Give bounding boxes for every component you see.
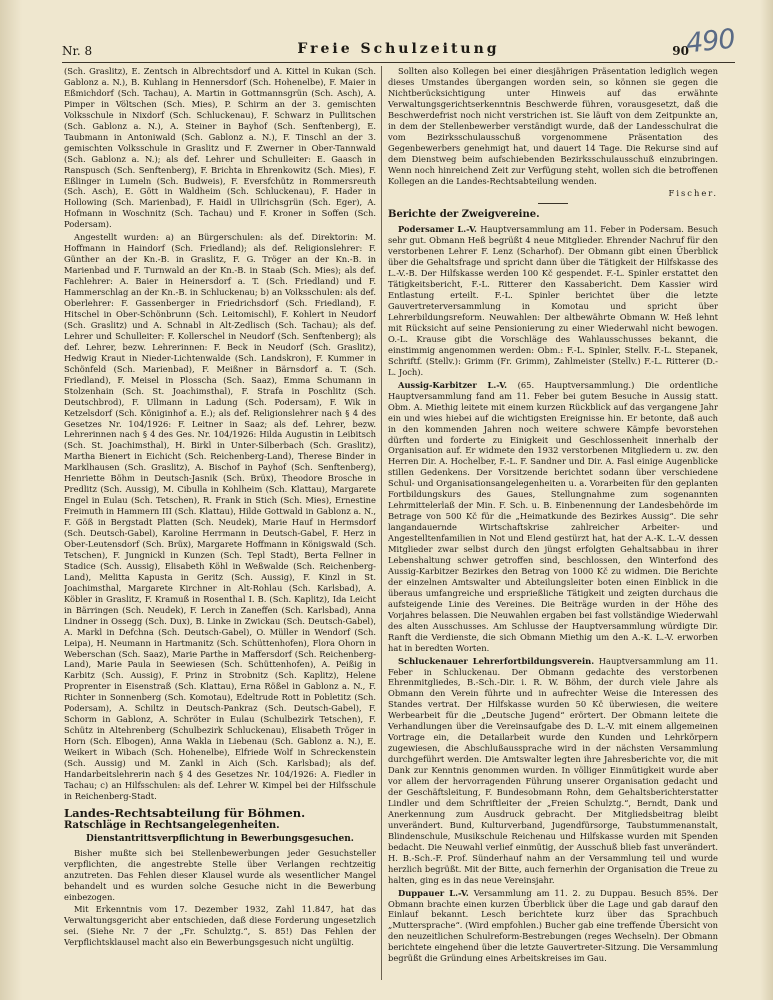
report-schluckenau [388, 656, 718, 886]
report-aussig-text: (65. Hauptversammlung.) Die ordentliche Hauptversammlung fand am 11. Feber bei gutem Besuche in Aussig statt. Obm. A. Miethig leitete mit einem kurzen Rückblick auf das vergangene Jahr ein und wies hiebei auf die wichtigsten Ereignisse hin. Er betonte, daß auch in den kommenden Jahren noch weitere schwere Kämpfe bevorstehen dürften und forderte zu Einigkeit und Geschlossenheit innerhalb der Organisation auf. Er widmete den 1932 verstorbenen Mitgliedern u. zw. den Herren Dir. A. Hochelber, F.-L. F. Sandner und Dir. A. Fasl einige Augenblicke stillen Gedenkens. Der Vorsitzende berichtet sodann über verschiedene Schul- und Organisationsangelegenheiten u. a. Vorarbeiten für den geplanten Fortbildungskurs des Gaues, Stellungnahme zum sogenannten Lehrmittelerlaß der Min. F. Sch. u. B. Einbenennung der Landesbehörde im Betrage von 500 Kč für die „Heimatkunde des Bezirkes Aussig“. Die sehr langandauernde Wirtschaftskrise zahlreicher Arbeiter- und Angestelltenfamilien in Not und Elend gestürzt hat, hat der A.-K. L.-V. dessen Mitglieder zwar selbst durch den jüngst erfolgten Gehaltsabbau in ihrer Lebenshaltung schwer getroffen sind, beschlossen, den Winterfond des Aussig-Karbitzer Bezirkes den Betrag von 1000 Kč zu widmen. Die Berichte der einzelnen Amtswalter und Abteilungsleiter boten einen Einblick in die überaus umfangreiche und ersprießliche Tätigkeit und zeigten durchaus die aufsteigende Linie des Vereines. Die Beiträge wurden in der Höhe des Vorjahres belassen. Die Neuwahlen ergaben bei fast vollständige Wiederwahl des alten Ausschusses. Am Schlusse der Hauptversammlung würdigte Dir. Ranft die Verdienste, die sich Obmann Miethig um den A.-K. L.-V. erworben hat in beredten Worten. [388, 379, 718, 653]
report-duppau-text: Versammlung am 11. 2. zu Duppau. Besuch 85%. Der Obmann brachte einen kurzen Überblick über die Lage und gab darauf den Einlauf bekannt. Lesch berichtete kurz über das Sprachbuch „Muttersprache“. (Wird empfohlen.) Bucher gab eine treffende Übersicht von den neuzeitlichen Schulreform-Bestrebungen (reges Wechseln). Der Obmann berichtete eingehend über die letzte Gauvertreter-Sitzung. Die Versammlung begrüßt die Gründung eines Arbeitskreises im Gau. [388, 887, 718, 964]
column-divider [381, 66, 382, 980]
article-paragraph-1: Bisher mußte sich bei Stellenbewerbungen jeder Gesuchsteller verpflichten, die angestrebte Stelle über Verlangen rechtzeitig anzutreten. Das Fehlen dieser Klausel wurde als wesentlicher Mangel behandelt und es wurden solche Gesuche nicht in die Bewerbung einbezogen. [64, 847, 376, 902]
author-signature: Fischer. [668, 188, 718, 199]
page-header [62, 23, 737, 63]
handwritten-page-stamp: 490 [684, 23, 737, 60]
page-number: 90 [672, 44, 689, 58]
issue-number: Nr. 8 [62, 44, 93, 58]
branch-reports-title: Berichte der Zweigvereine. [388, 209, 540, 221]
appointments-text: Angestellt wurden: a) an Bürgerschulen: als def. Direktorin: M. Hoffmann in Haindorf (Sch. Friedland); als def. Religionslehrer: F. Günther an der Kn.-B. in Graslitz, F. G. Tröger an der Kn.-B. in Marienbad und F. Turnwald an der Kn.-B. in Staab (Sch. Mies); als def. Fachlehrer: A. Baier in Heinersdorf a. T. (Sch. Friedland) und F. Hammerschlag an der Kn.-B. in Schluckenau; b) an Volksschulen: als def. Oberlehrer: F. Gassenberger in Friedrichsdorf (Sch. Friedland), F. Hitschel in Ober-Schönbrunn (Sch. Leitomischl), F. Kohlert in Neudorf (Sch. Graslitz) und A. Schnabl in Alt-Zedlisch (Sch. Tachau); als def. Lehrer und Schulleiter: F. Kollerschel in Neudorf (Sch. Senftenberg); als def. Lehrer, bezw. Lehrerinnen: F. Beck in Neudorf (Sch. Graslitz), Hedwig Kraut in Nieder-Lichtenwalde (Sch. Landskron), F. Kummer in Schönfeld (Sch. Marienbad), F. Meißner in Bärnsdorf a. T. (Sch. Friedland), F. Meisel in Plosscha (Sch. Saaz), Emma Schumann in Stolzenhain (Sch. St. Joachimsthal), F. Strafa in Poschlitz (Sch. Deutschbrod), F. Ullmann in Ladung (Sch. Podersam), F. Wik in Ketzelsdorf (Sch. Königinhof a. E.); als def. Religionslehrer nach § 4 des Gesetzes Nr. 104/1926: F. Leitner in Saaz; als def. Lehrer, bezw. Lehrerinnen nach § 4 des Ges. Nr. 104/1926: Hilda Augustin in Leibitsch (Sch. St. Joachimsthal), H. Birkl in Unter-Silberbach (Sch. Graslitz), Martha Bienert in Eichicht (Sch. Reichenberg-Land), Therese Binder in Marklhausen (Sch. Graslitz), A. Bischof in Payhof (Sch. Senftenberg), Henriette Böhm in Deutsch-Jasnik (Sch. Brüx), Theodore Brosche in Predlitz (Sch. Aussig), M. Cibulla in Kohlheim (Sch. Klattau), Margarete Engel in Eulau (Sch. Tetschen), R. Frank in Stich (Sch. Mies), Ernestine Freimuth in Hammern III (Sch. Klattau), Hilde Gottwald in Gablonz a. N., F. Göß in Bergstadt Platten (Sch. Neudek), Marie Hauf in Hermsdorf (Sch. Deutsch-Gabel), Karoline Herrmann in Deutsch-Gabel, F. Herz in Ober-Leutensdorf (Sch. Brüx), Margarete Hoffmann in Königswald (Sch. Tetschen), F. Jungnickl in Kunzen (Sch. Tepl Stadt), Berta Fellner in Stadice (Sch. Aussig), Elisabeth Köhl in Weßwalde (Sch. Reichenberg-Land), Melitta Kapusta in Geritz (Sch. Aussig), F. Kinzl in St. Joachimsthal, Margarete Kirchner in Alt-Rohlau (Sch. Karlsbad), A. Köbler in Graslitz, F. Kramuß in Rosenthal I. B. (Sch. Kaplitz), Ida Leicht in Bärringen (Sch. Neudek), F. Lerch in Zaneffen (Sch. Karlsbad), Anna Lindner in Ossegg (Sch. Dux), B. Linke in Zwickau (Sch. Deutsch-Gabel), A. Markl in Defchna (Sch. Deutsch-Gabel), O. Müller in Wendorf (Sch. Leipa), H. Neumann in Hartmanitz (Sch. Schüttenhofen), Flora Ohorn in Weberschan (Sch. Saaz), Marie Parthe in Maffersdorf (Sch. Reichenberg-Land), Marie Paula in Seewiesen (Sch. Schüttenhofen), A. Peißig in Karbitz (Sch. Aussig), F. Prinz in Strobnitz (Sch. Kaplitz), Helene Proprenter in Eisenstraß (Sch. Klattau), Erna Rößel in Gablonz a. N., F. Richter in Sonnenberg (Sch. Komotau), Edeltrude Rott in Pobletitz (Sch. Podersam), A. Schiltz in Deutsch-Pankraz (Sch. Deutsch-Gabel), F. Schorm in Gablonz, A. Schröter in Eulau (Schulbezirk Tetschen), F. Schütz in Altehrenberg (Schulbezirk Schluckenau), Elisabeth Tröger in Horn (Sch. Elbogen), Anna Wakla in Liebenau (Sch. Gablonz a. N.), E. Weikert in Wibach (Sch. Hohenelbe), Elfriede Wolf in Schreckenstein (Sch. Aussig) und M. Zankl in Aich (Sch. Karlsbad); als def. Handarbeitslehrerin nach § 4 des Gesetzes Nr. 104/1926: A. Fiedler in Tachau; c) an Hilfsschulen: als def. Lehrer W. Kimpel bei der Hilfsschule in Reichenberg-Stadt. [64, 232, 376, 801]
report-schluckenau-head: Schluckenauer Lehrerfortbildungsverein. [398, 655, 595, 666]
report-podersam [388, 224, 718, 377]
article-paragraph-2: Mit Erkenntnis vom 17. Dezember 1932, Zahl 11.847, hat das Verwaltungsgericht aber entschieden, daß diese Forderung ungesetzlich sei. (Siehe Nr. 7 der „Fr. Schulztg.“, S. 85!) Das Fehlen der Verpflichtsklausel macht also ein Bewerbungsgesuch nicht ungültig. [64, 904, 376, 948]
report-aussig-head: Aussig-Karbitzer L.-V. [398, 379, 508, 390]
report-podersam-text: Hauptversammlung am 11. Feber in Podersam. Besuch sehr gut. Obmann Heß begrüßt 4 neue Mitglieder. Ehrender Nachruf für den verstorbenen Lehrer F. Lenz (Scharhof). Der Obmann gibt einen Überblick über die Gehaltsfrage und spricht dann über die Tätigkeit der Hilfskasse des L.-V.-B. Der Hilfskasse werden 100 Kč gespendet. F.-L. Spinler erstattet den Tätigkeitsbericht, F.-L. Ritterer den Kassabericht. Dem Kassier wird Entlastung erteilt. F.-L. Spinler berichtet über die letzte Gauvertreterversammlung in Komotau und spricht über Lehrerbildungsreform. Neuwahlen: Der altbewährte Obmann W. Heß lehnt mit Rücksicht auf seine Pensionierung zu einer Wiederwahl nicht bewogen. O.-L. Krause gibt die Vorschläge des Wahlausschusses bekannt, die einstimmig angenommen werden: Obm.: F.-L. Spinler, Stellv. F.-L. Stepanek, Schriftf. (Stellv.): Grimm (Fr. Grimm), Zahlmeister (Stellv.) F.-L. Ritterer (D.-L. Joch). [388, 224, 718, 377]
article-title: Dienstantrittsverpflichtung in Bewerbungsgesuchen. [86, 833, 354, 844]
section-title: Landes-Rechtsabteilung für Böhmen. [64, 805, 306, 820]
section-subtitle: Ratschläge in Rechtsangelegenheiten. [64, 819, 280, 831]
left-column [64, 66, 376, 988]
separator-rule [538, 203, 568, 204]
report-schluckenau-text: Hauptversammlung am 11. Feber in Schluckenau. Der Obmann gedachte des verstorbenen Ehrenmitgliedes, B.-Sch.-Dir. i. R. W. Böhm, der durch viele Jahre als Obmann den Verein führte und in aufrechter Weise die Interessen des Standes vertrat. Der Hilfskasse wurden 50 Kč überwiesen, die weitere Werbearbeit für die „Deutsche Jugend“ erörtert. Der Obmann leitete die Verhandlungen über die Vereinsaufgabe des D. L.-V. mit einem allgemeinen Vortrage ein, die Detailarbeit wurde den Kunden und Lehrkörpern zugewiesen, die Abschlußaussprache wird in der nächsten Versammlung durchgeführt werden. Die Amtswalter legten ihre Jahresberichte vor, die mit Dank zur Kenntnis genommen wurden. In völliger Einmütigkeit wurde aber vor allem der hervorragenden Führung unserer Organisation gedacht und der Geschäftsleitung, F. Bundesobmann Rohn, dem Gehaltsberichterstatter Lindler und dem Schriftleiter der „Freien Schulztg.“, Berndt, Dank und Anerkennung zum Ausdruck gebracht. Der Mitgliedsbeitrag bleibt unverändert. Bund, Kulturverband, Jugendfürsorge, Taubstummenanstalt, Blindenschule, Musikschule Reichenau und Hilfskasse wurden mit Spenden bedacht. Die Neuwahl verlief einmütig, der Ausschuß blieb fast unverändert. H. B.-Sch.-F. Prof. Sünderhauf nahm an der Versammlung teil und wurde herzlich begrüßt. Mit der Bitte, auch fernerhin der Organisation die Treue zu halten, ging es in das neue Vereinsjahr. [388, 655, 718, 885]
report-duppau [388, 888, 718, 965]
report-duppau-head: Duppauer L.-V. [398, 887, 469, 898]
report-podersam-head: Podersamer L.-V. [398, 224, 477, 235]
report-aussig [388, 380, 718, 654]
publication-title: Freie Schulzeitung [297, 41, 500, 57]
right-column [388, 66, 718, 988]
left-intro-text: (Sch. Graslitz), E. Zentsch in Albrechtsdorf und A. Kittel in Kukan (Sch. Gablonz a. N.), B. Kuhlang in Hennersdorf (Sch. Hohenelbe), F. Maier in Eßmichdorf (Sch. Tachau), A. Martin in Gottmannsgrün (Sch. Asch), A. Pimper in Völtschen (Sch. Mies), P. Schirm an der 3. gemischten Volksschule in Nixdorf (Sch. Schluckenau), F. Schwarz in Pullitschen (Sch. Gablonz a. N.), A. Steiner in Bayhof (Sch. Senftenberg), E. Taubmann in Antoniwald (Sch. Gablonz a. N.), F. Tinschl an der 3. gemischten Volksschule in Graslitz und F. Zwerner in Ober-Tannwald (Sch. Gablonz a. N.); als def. Lehrer und Schulleiter: E. Gaasch in Ranspusch (Sch. Senftenberg), F. Brichta in Ehrenkowitz (Sch. Mies), F. Eßlinger in Lumeln (Sch. Budweis), F. Eversfchütz in Rommersreuth (Sch. Asch), E. Gött in Waldheim (Sch. Schluckenau), F. Hader in Hollowing (Sch. Marienbad), F. Haidl in Ullrichsgrün (Sch. Eger), A. Hofmann in Woschnitz (Sch. Tachau) und F. Kroner in Soffen (Sch. Podersam). [64, 66, 376, 230]
right-intro-text: Sollten also Kollegen bei einer diesjährigen Präsentation lediglich wegen dieses Umstandes übergangen worden sein, so können sie gegen die Nichtberücksichtigung unter Hinweis auf das erwähnte Verwaltungsgerichtserkenntnis Beschwerde führen, vorausgesetzt, daß die Beschwerdefrist noch nicht verstrichen ist. Sie läuft von dem Zeitpunkte an, in dem der Stellenbewerber verständigt wurde, daß der Landesschulrat die vom Bezirksschulausschuß vorgenommene Präsentation des Gegenbewerbers genehmigt hat, und dauert 14 Tage. Die Rekurse sind auf dem Dienstweg beim aufschiebenden Bezirksschulausschuß einzubringen. Wenn noch hinreichend Zeit zur Verfügung steht, wollen sich die betroffenen Kollegen an die Landes-Rechtsabteilung wenden. [388, 66, 718, 186]
